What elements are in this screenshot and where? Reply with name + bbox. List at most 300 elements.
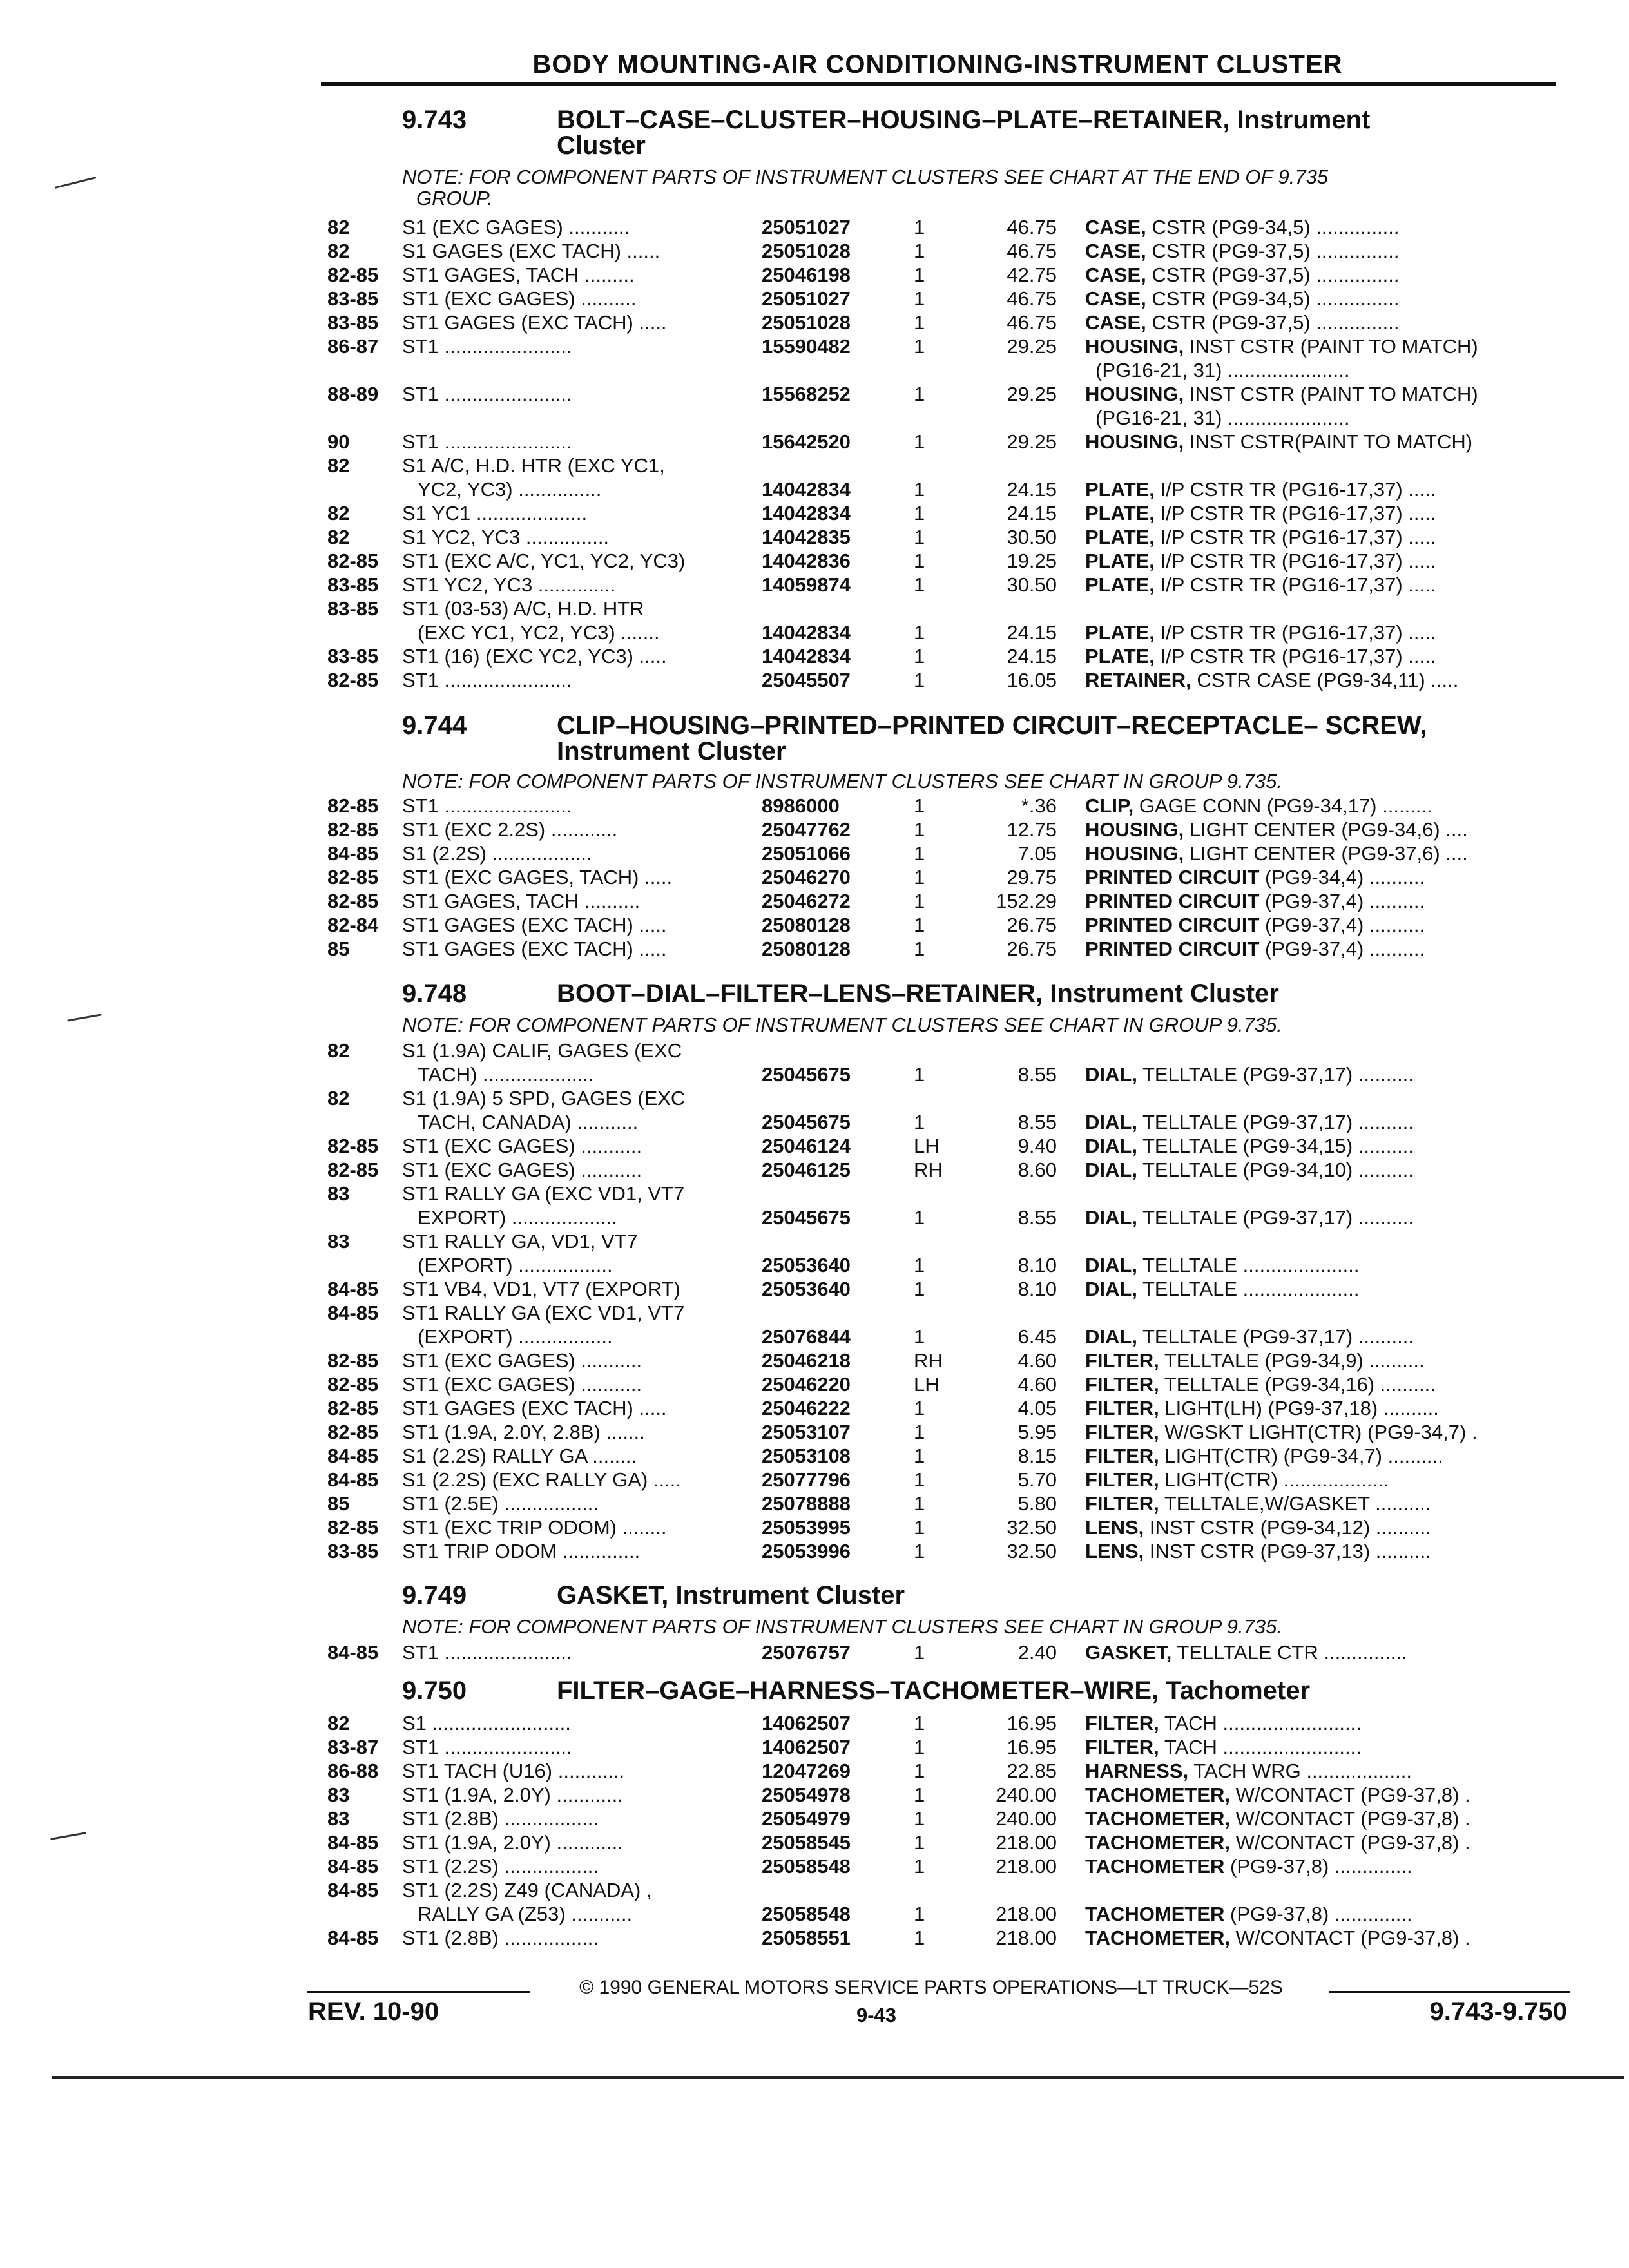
model-year: 82-85 [327, 890, 379, 912]
part-number: 25054979 [762, 1807, 851, 1830]
table-row [0, 1206, 1629, 1229]
section-title [557, 1582, 1536, 1608]
quantity: 1 [914, 669, 925, 691]
part-name: PLATE, [1085, 573, 1155, 596]
model-year: 82-85 [327, 550, 379, 572]
quantity: 1 [914, 240, 925, 262]
table-row [0, 1831, 1629, 1854]
series-application: S1 YC1 .................... [402, 502, 588, 524]
part-name: DIAL, [1085, 1111, 1137, 1133]
part-name: PRINTED CIRCUIT [1085, 937, 1260, 960]
part-number: 25080128 [762, 937, 851, 960]
footer-page-number: 9-43 [856, 2004, 897, 2026]
table-row [0, 215, 1629, 239]
page-header: BODY MOUNTING-AIR CONDITIONING-INSTRUMENT CLUSTER [532, 50, 1343, 79]
table-row [0, 1468, 1629, 1492]
quantity: RH [914, 1158, 943, 1181]
part-name: TACHOMETER [1085, 1903, 1225, 1925]
model-year: 83 [327, 1182, 350, 1205]
series-application: ST1 ....................... [402, 794, 572, 817]
price: 46.75 [1007, 240, 1057, 262]
table-row [0, 1539, 1629, 1563]
series-application: YC2, YC3) ............... [418, 478, 602, 501]
model-year: 82 [327, 454, 350, 477]
part-name: TACHOMETER, [1085, 1783, 1231, 1806]
table-row [0, 311, 1629, 334]
model-year: 83 [327, 1230, 350, 1253]
series-application: S1 (2.2S) RALLY GA ........ [402, 1445, 637, 1467]
part-number: 8986000 [762, 794, 840, 817]
part-detail: (PG9-37,4) .......... [1259, 890, 1425, 912]
table-row [0, 1878, 1629, 1902]
table-row [0, 1134, 1629, 1158]
series-application: ST1 (1.9A, 2.0Y) ............ [402, 1831, 623, 1854]
quantity: LH [914, 1373, 940, 1396]
quantity: 1 [914, 1397, 925, 1419]
part-description [1085, 1158, 1556, 1182]
part-detail: LIGHT(CTR) ................... [1159, 1468, 1389, 1491]
model-year: 83-85 [327, 1540, 379, 1562]
part-detail: (PG9-37,8) .............. [1224, 1903, 1412, 1925]
model-year: 82-85 [327, 1421, 379, 1443]
series-application: ST1 (EXC GAGES, TACH) ..... [402, 866, 673, 889]
table-row [0, 1783, 1629, 1807]
part-number: 25045675 [762, 1111, 851, 1133]
part-number: 25058551 [762, 1927, 851, 1949]
model-year: 83-85 [327, 287, 379, 310]
quantity: 1 [914, 216, 925, 238]
table-row [0, 239, 1629, 263]
quantity: 1 [914, 1736, 925, 1758]
price: 42.75 [1007, 264, 1057, 286]
quantity: 1 [914, 1903, 925, 1925]
quantity: LH [914, 1135, 940, 1157]
bottom-rule [52, 2076, 1624, 2079]
table-row [0, 1396, 1629, 1420]
quantity: 1 [914, 818, 925, 841]
quantity: 1 [914, 478, 925, 501]
table-row [0, 1062, 1629, 1086]
model-year: 82-85 [327, 669, 379, 691]
quantity: 1 [914, 794, 925, 817]
part-number: 25051027 [762, 216, 851, 238]
part-name: FILTER, [1085, 1736, 1159, 1758]
part-detail: LIGHT CENTER (PG9-34,6) .... [1184, 818, 1468, 841]
table-row [0, 1854, 1629, 1878]
model-year: 82-85 [327, 794, 379, 817]
part-description [1085, 1253, 1556, 1277]
series-application: ST1 (EXC GAGES) ........... [402, 1135, 642, 1157]
part-number: 14042834 [762, 502, 851, 524]
price: 46.75 [1007, 311, 1057, 334]
part-name: FILTER, [1085, 1397, 1159, 1419]
series-application: ST1 (03-53) A/C, H.D. HTR [402, 597, 644, 620]
section-subtitle: Instrument Cluster [557, 737, 786, 765]
series-application: ST1 RALLY GA (EXC VD1, VT7 [402, 1182, 685, 1205]
quantity: 1 [914, 1855, 925, 1878]
price: 29.25 [1007, 383, 1057, 405]
section-subtitle: Cluster [557, 131, 646, 160]
binder-hole-mark [55, 177, 97, 189]
part-name: CLIP, [1085, 794, 1134, 817]
part-number: 14042835 [762, 526, 851, 548]
model-year: 82-85 [327, 1135, 379, 1157]
part-detail: CSTR (PG9-37,5) ............... [1146, 264, 1400, 286]
part-detail: I/P CSTR TR (PG16-17,37) ..... [1154, 526, 1436, 548]
section-title-line: FILTER–GAGE–HARNESS–TACHOMETER–WIRE, Tachometer [557, 1677, 1311, 1705]
series-application: ST1 TRIP ODOM .............. [402, 1540, 641, 1562]
part-name: HOUSING, [1085, 842, 1184, 865]
series-application: TACH) .................... [418, 1063, 594, 1086]
series-application: EXPORT) ................... [418, 1206, 617, 1229]
table-row [0, 1640, 1629, 1664]
part-number: 25077796 [762, 1468, 851, 1491]
price: 5.95 [1017, 1421, 1057, 1443]
part-description [1085, 841, 1556, 865]
part-number: 25053640 [762, 1254, 851, 1276]
quantity: 1 [914, 1063, 925, 1086]
part-description [1085, 1831, 1556, 1854]
price: 4.60 [1017, 1373, 1057, 1396]
part-number: 25046220 [762, 1373, 851, 1396]
table-row [0, 1759, 1629, 1783]
part-description [1085, 573, 1556, 597]
model-year: 84-85 [327, 1468, 379, 1491]
part-description [1085, 1759, 1556, 1783]
part-name: PLATE, [1085, 645, 1155, 668]
part-description [1085, 1349, 1556, 1372]
part-detail: (PG9-37,8) .............. [1224, 1855, 1412, 1878]
part-number: 25053996 [762, 1540, 851, 1562]
series-application: S1 (1.9A) CALIF, GAGES (EXC [402, 1039, 682, 1062]
model-year: 83 [327, 1783, 350, 1806]
model-year: 83 [327, 1807, 350, 1830]
model-year: 83-85 [327, 597, 379, 620]
part-detail: GAGE CONN (PG9-34,17) ......... [1133, 794, 1432, 817]
part-detail: (PG16-21, 31) ...................... [1095, 407, 1350, 429]
model-year: 86-87 [327, 335, 379, 358]
table-row [0, 1444, 1629, 1468]
series-application: ST1 (2.2S) ................. [402, 1855, 599, 1878]
table-row [0, 1372, 1629, 1396]
part-name: CASE, [1085, 311, 1146, 334]
part-name: HOUSING, [1085, 383, 1184, 405]
part-detail: LIGHT CENTER (PG9-37,6) .... [1184, 842, 1468, 865]
quantity: 1 [914, 1254, 925, 1276]
price: 8.15 [1017, 1445, 1057, 1467]
part-description [1085, 1444, 1556, 1468]
part-name: CASE, [1085, 287, 1146, 310]
part-number: 14042834 [762, 621, 851, 644]
series-application: ST1 VB4, VD1, VT7 (EXPORT) [402, 1278, 680, 1300]
model-year: 84-85 [327, 1855, 379, 1878]
price: 24.15 [1007, 621, 1057, 644]
model-year: 84-85 [327, 1278, 379, 1300]
model-year: 83-85 [327, 311, 379, 334]
quantity: 1 [914, 573, 925, 596]
part-name: FILTER, [1085, 1373, 1159, 1396]
series-application: ST1 (16) (EXC YC2, YC3) ..... [402, 645, 667, 668]
series-application: S1 A/C, H.D. HTR (EXC YC1, [402, 454, 665, 477]
quantity: 1 [914, 621, 925, 644]
series-application: ST1 (EXC GAGES) ........... [402, 1373, 642, 1396]
price: 8.10 [1017, 1254, 1057, 1276]
section-note [402, 1014, 1562, 1035]
price: 24.15 [1007, 645, 1057, 668]
part-name: PRINTED CIRCUIT [1085, 866, 1260, 889]
part-number: 25053107 [762, 1421, 851, 1443]
part-number: 25053995 [762, 1516, 851, 1539]
part-name: GASKET, [1085, 1641, 1172, 1664]
part-number: 25076757 [762, 1641, 851, 1664]
part-number: 25046124 [762, 1135, 851, 1157]
part-description [1085, 287, 1556, 311]
price: 8.55 [1017, 1206, 1057, 1229]
part-name: CASE, [1085, 264, 1146, 286]
part-number: 25045675 [762, 1206, 851, 1229]
quantity: 1 [914, 1807, 925, 1830]
note-line: NOTE: FOR COMPONENT PARTS OF INSTRUMENT CLUSTERS SEE CHART IN GROUP 9.735. [402, 1615, 1282, 1638]
model-year: 82-85 [327, 1349, 379, 1372]
table-row [0, 1349, 1629, 1372]
series-application: ST1 (EXC GAGES) ........... [402, 1158, 642, 1181]
part-name: PLATE, [1085, 478, 1155, 501]
quantity: 1 [914, 1111, 925, 1133]
section-title [557, 981, 1536, 1006]
price: 29.75 [1007, 866, 1057, 889]
price: 5.70 [1017, 1468, 1057, 1491]
quantity: 1 [914, 502, 925, 524]
series-application: ST1 GAGES, TACH ......... [402, 264, 635, 286]
price: 218.00 [996, 1903, 1057, 1925]
price: 8.10 [1017, 1278, 1057, 1300]
note-line: GROUP. [416, 187, 493, 209]
part-detail: TELLTALE (PG9-37,17) .......... [1137, 1111, 1414, 1133]
part-detail: I/P CSTR TR (PG16-17,37) ..... [1154, 502, 1436, 524]
part-description [1085, 525, 1556, 549]
price: 30.50 [1007, 573, 1057, 596]
part-name: HARNESS, [1085, 1760, 1189, 1782]
price: 24.15 [1007, 478, 1057, 501]
table-row [0, 382, 1629, 406]
section-title [557, 107, 1536, 159]
binder-hole-mark [67, 1014, 102, 1021]
part-description [1085, 1926, 1556, 1950]
part-name: FILTER, [1085, 1468, 1159, 1491]
table-row [0, 1158, 1629, 1182]
quantity: 1 [914, 383, 925, 405]
model-year: 83-85 [327, 645, 379, 668]
price: 218.00 [996, 1927, 1057, 1949]
part-number: 25051066 [762, 842, 851, 865]
table-row [0, 1039, 1629, 1062]
part-detail: TELLTALE (PG9-34,9) .......... [1159, 1349, 1425, 1372]
quantity: 1 [914, 1325, 925, 1348]
part-description [1085, 1711, 1556, 1735]
section-heading [402, 713, 1562, 764]
series-application: TACH, CANADA) ........... [418, 1111, 639, 1133]
table-row [0, 1277, 1629, 1301]
series-application: ST1 ....................... [402, 335, 572, 358]
price: 26.75 [1007, 914, 1057, 936]
table-row [0, 668, 1629, 692]
series-application: ST1 (EXC GAGES) ........... [402, 1349, 642, 1372]
table-row [0, 620, 1629, 644]
section-title-line: GASKET, Instrument Cluster [557, 1581, 905, 1610]
header-rule [321, 82, 1556, 86]
table-row [0, 1301, 1629, 1325]
quantity: 1 [914, 550, 925, 572]
part-description [1085, 913, 1556, 937]
quantity: RH [914, 1349, 943, 1372]
price: 8.60 [1017, 1158, 1057, 1181]
part-detail: CSTR (PG9-37,5) ............... [1146, 240, 1400, 262]
part-description [1085, 1640, 1556, 1664]
table-row [0, 549, 1629, 573]
part-description [1085, 1854, 1556, 1878]
quantity: 1 [914, 287, 925, 310]
table-row [0, 889, 1629, 913]
part-number: 25054978 [762, 1783, 851, 1806]
quantity: 1 [914, 311, 925, 334]
price: 29.25 [1007, 430, 1057, 453]
model-year: 86-88 [327, 1760, 379, 1782]
model-year: 82 [327, 1712, 350, 1735]
table-row [0, 1807, 1629, 1831]
part-description [1085, 215, 1556, 239]
part-description [1085, 644, 1556, 668]
table-row [0, 865, 1629, 889]
series-application: S1 (2.2S) .................. [402, 842, 592, 865]
series-application: ST1 (2.8B) ................. [402, 1927, 599, 1949]
series-application: S1 (1.9A) 5 SPD, GAGES (EXC [402, 1087, 686, 1110]
quantity: 1 [914, 1516, 925, 1539]
part-detail: I/P CSTR TR (PG16-17,37) ..... [1154, 573, 1436, 596]
quantity: 1 [914, 1641, 925, 1664]
section-number: 9.748 [402, 979, 467, 1008]
model-year: 82-84 [327, 914, 379, 936]
part-number: 25045675 [762, 1063, 851, 1086]
part-name: FILTER, [1085, 1421, 1159, 1443]
table-row [0, 406, 1629, 430]
part-detail: TELLTALE (PG9-34,16) .......... [1159, 1373, 1436, 1396]
series-application: (EXPORT) ................. [418, 1325, 613, 1348]
table-row [0, 794, 1629, 818]
quantity: 1 [914, 842, 925, 865]
price: 29.25 [1007, 335, 1057, 358]
part-detail: TACH WRG ................... [1188, 1760, 1412, 1782]
table-row [0, 573, 1629, 597]
model-year: 82-85 [327, 1373, 379, 1396]
section-title-line: CLIP–HOUSING–PRINTED–PRINTED CIRCUIT–RECEPTACLE– SCREW, [557, 711, 1427, 740]
quantity: 1 [914, 1445, 925, 1467]
part-description [1085, 549, 1556, 573]
part-description [1085, 1783, 1556, 1807]
model-year: 82-85 [327, 818, 379, 841]
part-number: 25053640 [762, 1278, 851, 1300]
quantity: 1 [914, 914, 925, 936]
series-application: ST1 ....................... [402, 430, 572, 453]
part-description [1085, 501, 1556, 525]
part-detail: TELLTALE (PG9-37,17) .......... [1137, 1063, 1414, 1086]
table-row [0, 1515, 1629, 1539]
series-application: ST1 (EXC TRIP ODOM) ........ [402, 1516, 667, 1539]
price: 30.50 [1007, 526, 1057, 548]
price: *.36 [1021, 794, 1057, 817]
series-application: ST1 YC2, YC3 .............. [402, 573, 616, 596]
part-description [1085, 865, 1556, 889]
table-row [0, 287, 1629, 311]
model-year: 82 [327, 1039, 350, 1062]
price: 16.95 [1007, 1712, 1057, 1735]
part-description [1085, 1492, 1556, 1515]
series-application: (EXPORT) ................. [418, 1254, 613, 1276]
section-title [557, 1678, 1536, 1704]
part-number: 25046272 [762, 890, 851, 912]
part-detail: I/P CSTR TR (PG16-17,37) ..... [1154, 550, 1436, 572]
part-number: 25046125 [762, 1158, 851, 1181]
table-row [0, 1110, 1629, 1134]
section-note [402, 1616, 1562, 1637]
part-detail: TELLTALE (PG9-34,10) .......... [1137, 1158, 1414, 1181]
part-description [1085, 1396, 1556, 1420]
part-name: TACHOMETER, [1085, 1927, 1231, 1949]
part-name: DIAL, [1085, 1135, 1137, 1157]
part-description [1085, 1277, 1556, 1301]
series-application: ST1 GAGES (EXC TACH) ..... [402, 937, 667, 960]
part-name: DIAL, [1085, 1254, 1137, 1276]
part-number: 25058545 [762, 1831, 851, 1854]
quantity: 1 [914, 1278, 925, 1300]
series-application: ST1 ....................... [402, 383, 572, 405]
price: 9.40 [1017, 1135, 1057, 1157]
part-number: 25051028 [762, 311, 851, 334]
section-number: 9.749 [402, 1581, 467, 1610]
part-name: RETAINER, [1085, 669, 1191, 691]
part-description [1085, 794, 1556, 818]
part-number: 12047269 [762, 1760, 851, 1782]
table-row [0, 1253, 1629, 1277]
part-detail: INST CSTR(PAINT TO MATCH) [1184, 430, 1473, 453]
series-application: ST1 ....................... [402, 1736, 572, 1758]
part-description [1085, 1735, 1556, 1759]
part-number: 25053108 [762, 1445, 851, 1467]
part-detail: TELLTALE CTR ............... [1171, 1641, 1407, 1664]
part-name: LENS, [1085, 1540, 1144, 1562]
part-description [1085, 430, 1556, 454]
part-description [1085, 334, 1556, 358]
part-detail: CSTR (PG9-34,5) ............... [1146, 287, 1400, 310]
part-description [1085, 1515, 1556, 1539]
series-application: ST1 (2.5E) ................. [402, 1492, 599, 1515]
price: 4.60 [1017, 1349, 1057, 1372]
series-application: S1 ......................... [402, 1712, 571, 1735]
price: 7.05 [1017, 842, 1057, 865]
model-year: 84-85 [327, 1641, 379, 1664]
table-row [0, 1926, 1629, 1950]
price: 32.50 [1007, 1516, 1057, 1539]
part-detail: TELLTALE (PG9-34,15) .......... [1137, 1135, 1414, 1157]
price: 8.55 [1017, 1111, 1057, 1133]
quantity: 1 [914, 866, 925, 889]
price: 6.45 [1017, 1325, 1057, 1348]
price: 152.29 [996, 890, 1057, 912]
section-heading [402, 1582, 1562, 1608]
model-year: 82 [327, 240, 350, 262]
price: 12.75 [1007, 818, 1057, 841]
part-number: 14042834 [762, 478, 851, 501]
part-number: 25080128 [762, 914, 851, 936]
